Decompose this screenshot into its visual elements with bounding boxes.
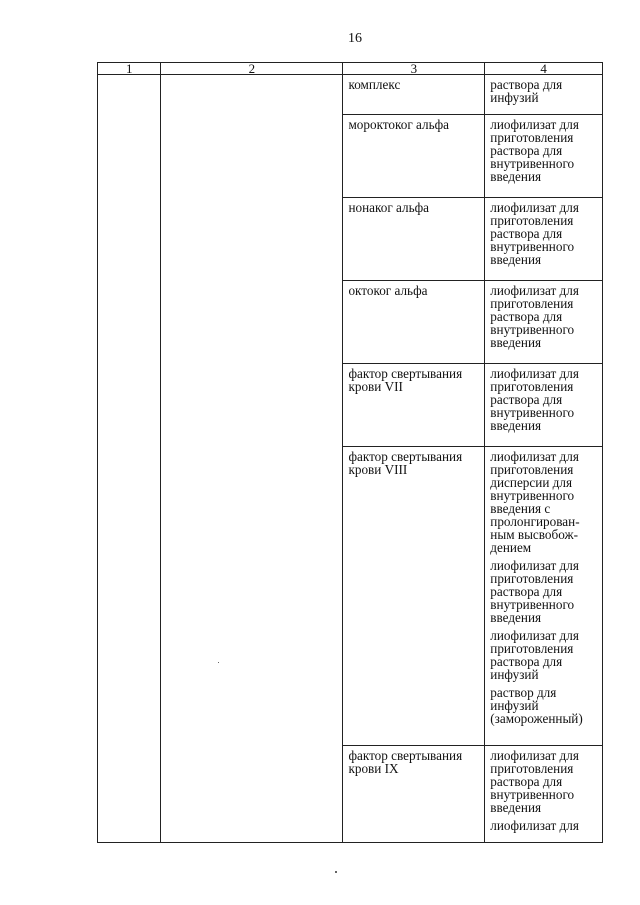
drug-table: [97, 62, 603, 843]
column-number-3: 3: [343, 63, 485, 75]
column-number-1: 1: [98, 63, 161, 75]
drug-name-cell: нонаког альфа: [343, 198, 485, 281]
drug-name-cell: фактор свертывания крови IX: [343, 746, 485, 843]
dosage-form-cell: лиофилизат для приготовления раствора для внутривенного введения: [485, 198, 603, 281]
dosage-form-cell: лиофилизат для приготовления раствора для внутривенного введения: [485, 364, 603, 447]
drug-name-cell: комплекс: [343, 75, 485, 115]
dosage-form-cell: [485, 746, 603, 843]
group-name-cell: [161, 75, 343, 843]
dosage-form-item: лиофилизат для приготовления раствора для внутривенного введения: [490, 748, 579, 815]
dosage-form-cell: [485, 447, 603, 746]
dosage-form-item: лиофилизат для приготовления раствора для инфузий: [490, 628, 579, 682]
scan-speck: [335, 871, 337, 873]
dosage-form-cell: лиофилизат для приготовления раствора для внутривенного введения: [485, 115, 603, 198]
dosage-form-item: лиофилизат для приготовления дисперсии для внутривенного введения с пролонгирован-ным высвобож-дением: [490, 449, 580, 555]
table-row: [98, 75, 603, 115]
dosage-form-item: раствор для инфузий (замороженный): [490, 685, 583, 726]
column-number-row: [98, 63, 603, 75]
dosage-form-cell: лиофилизат для приготовления раствора для внутривенного введения: [485, 281, 603, 364]
group-code-cell: [98, 75, 161, 843]
drug-name-cell: октоког альфа: [343, 281, 485, 364]
dosage-form-item: лиофилизат для: [490, 818, 579, 833]
drug-name-cell: фактор свертывания крови VIII: [343, 447, 485, 746]
column-number-4: 4: [485, 63, 603, 75]
dosage-form-item: лиофилизат для приготовления раствора для внутривенного введения: [490, 558, 579, 625]
column-number-2: 2: [161, 63, 343, 75]
dosage-form-cell: раствора для инфузий: [485, 75, 603, 115]
scan-speck: [218, 662, 219, 663]
page-number: 16: [348, 31, 362, 46]
drug-name-cell: фактор свертывания крови VII: [343, 364, 485, 447]
drug-name-cell: мороктоког альфа: [343, 115, 485, 198]
